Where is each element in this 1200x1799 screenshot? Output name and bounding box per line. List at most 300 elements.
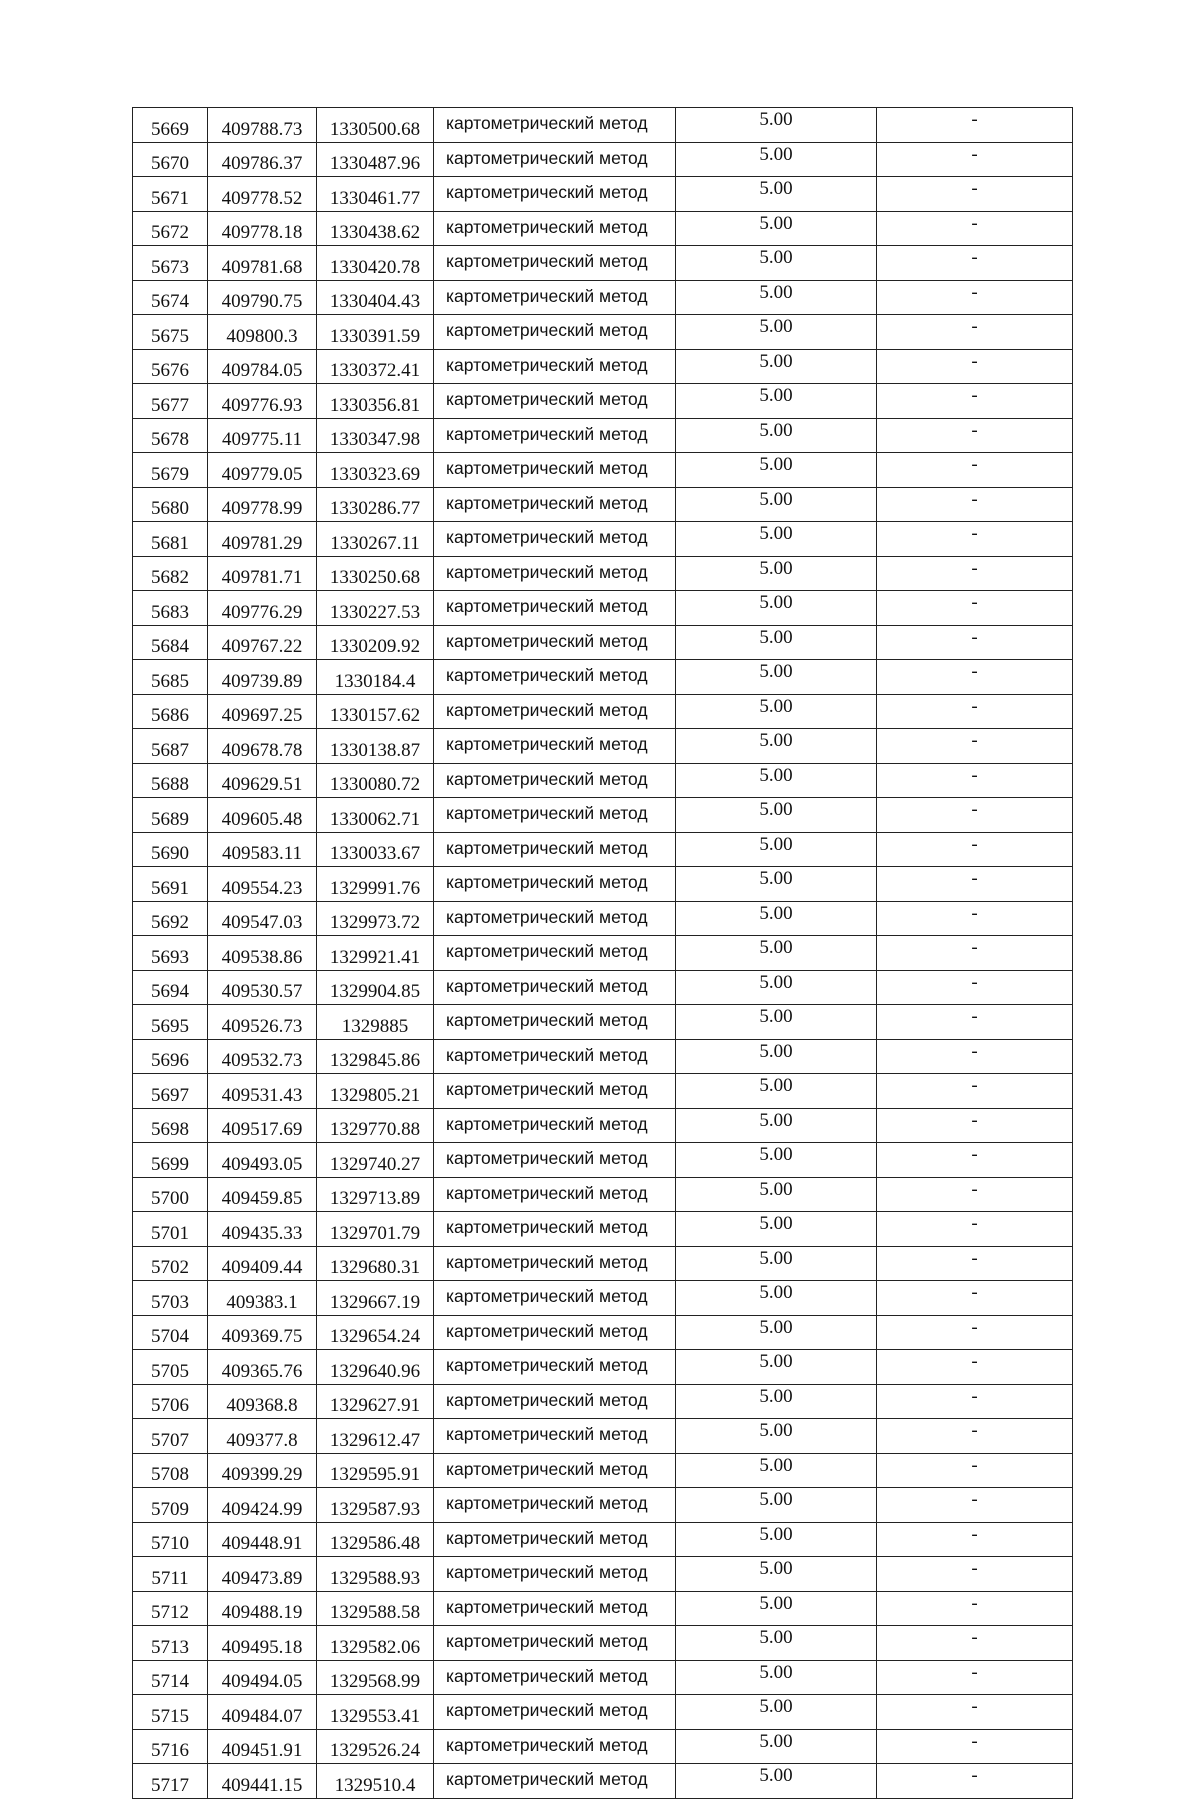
table-row	[133, 1660, 1073, 1695]
method-cell: картометрический метод	[434, 1453, 676, 1488]
point-number-cell: 5694	[133, 970, 208, 1005]
y-coordinate-cell: 1330391.59	[317, 315, 434, 350]
point-number-cell: 5706	[133, 1384, 208, 1419]
point-number-cell: 5685	[133, 660, 208, 695]
table-row	[133, 177, 1073, 212]
point-number-cell: 5712	[133, 1591, 208, 1626]
table-row	[133, 625, 1073, 660]
point-number-cell: 5710	[133, 1522, 208, 1557]
x-coordinate-cell: 409538.86	[208, 936, 317, 971]
x-coordinate-cell: 409547.03	[208, 901, 317, 936]
method-cell: картометрический метод	[434, 1488, 676, 1523]
accuracy-cell: 5.00	[676, 349, 877, 384]
y-coordinate-cell: 1330372.41	[317, 349, 434, 384]
accuracy-cell: 5.00	[676, 1557, 877, 1592]
point-number-cell: 5686	[133, 694, 208, 729]
table-row	[133, 867, 1073, 902]
x-coordinate-cell: 409495.18	[208, 1626, 317, 1661]
x-coordinate-cell: 409441.15	[208, 1764, 317, 1799]
note-cell: -	[877, 1695, 1073, 1730]
note-cell: -	[877, 694, 1073, 729]
table-row	[133, 1039, 1073, 1074]
point-number-cell: 5701	[133, 1212, 208, 1247]
accuracy-cell: 5.00	[676, 1764, 877, 1799]
accuracy-cell: 5.00	[676, 1108, 877, 1143]
accuracy-cell: 5.00	[676, 177, 877, 212]
note-cell: -	[877, 1557, 1073, 1592]
method-cell: картометрический метод	[434, 1005, 676, 1040]
note-cell: -	[877, 1315, 1073, 1350]
method-cell: картометрический метод	[434, 936, 676, 971]
y-coordinate-cell: 1329526.24	[317, 1729, 434, 1764]
note-cell: -	[877, 315, 1073, 350]
table-row	[133, 142, 1073, 177]
note-cell: -	[877, 1212, 1073, 1247]
method-cell: картометрический метод	[434, 108, 676, 143]
y-coordinate-cell: 1330033.67	[317, 832, 434, 867]
x-coordinate-cell: 409531.43	[208, 1074, 317, 1109]
table-row	[133, 384, 1073, 419]
y-coordinate-cell: 1329588.58	[317, 1591, 434, 1626]
accuracy-cell: 5.00	[676, 1419, 877, 1454]
table-row	[133, 1384, 1073, 1419]
x-coordinate-cell: 409775.11	[208, 418, 317, 453]
point-number-cell: 5714	[133, 1660, 208, 1695]
table-row	[133, 1212, 1073, 1247]
point-number-cell: 5695	[133, 1005, 208, 1040]
note-cell: -	[877, 1660, 1073, 1695]
method-cell: картометрический метод	[434, 315, 676, 350]
point-number-cell: 5672	[133, 211, 208, 246]
table-row	[133, 315, 1073, 350]
table-row	[133, 522, 1073, 557]
y-coordinate-cell: 1329587.93	[317, 1488, 434, 1523]
table-row	[133, 1108, 1073, 1143]
accuracy-cell: 5.00	[676, 384, 877, 419]
table-row	[133, 970, 1073, 1005]
x-coordinate-cell: 409678.78	[208, 729, 317, 764]
y-coordinate-cell: 1330461.77	[317, 177, 434, 212]
table-row	[133, 1074, 1073, 1109]
accuracy-cell: 5.00	[676, 1315, 877, 1350]
accuracy-cell: 5.00	[676, 1212, 877, 1247]
table-row	[133, 1246, 1073, 1281]
method-cell: картометрический метод	[434, 1212, 676, 1247]
x-coordinate-cell: 409409.44	[208, 1246, 317, 1281]
x-coordinate-cell: 409784.05	[208, 349, 317, 384]
table-row	[133, 832, 1073, 867]
note-cell: -	[877, 349, 1073, 384]
point-number-cell: 5711	[133, 1557, 208, 1592]
method-cell: картометрический метод	[434, 832, 676, 867]
method-cell: картометрический метод	[434, 1177, 676, 1212]
note-cell: -	[877, 1108, 1073, 1143]
method-cell: картометрический метод	[434, 487, 676, 522]
point-number-cell: 5702	[133, 1246, 208, 1281]
method-cell: картометрический метод	[434, 1039, 676, 1074]
accuracy-cell: 5.00	[676, 901, 877, 936]
x-coordinate-cell: 409776.29	[208, 591, 317, 626]
accuracy-cell: 5.00	[676, 660, 877, 695]
method-cell: картометрический метод	[434, 1591, 676, 1626]
accuracy-cell: 5.00	[676, 1005, 877, 1040]
note-cell: -	[877, 970, 1073, 1005]
point-number-cell: 5683	[133, 591, 208, 626]
table-row	[133, 1350, 1073, 1385]
note-cell: -	[877, 280, 1073, 315]
x-coordinate-cell: 409781.71	[208, 556, 317, 591]
accuracy-cell: 5.00	[676, 1660, 877, 1695]
method-cell: картометрический метод	[434, 142, 676, 177]
point-number-cell: 5671	[133, 177, 208, 212]
accuracy-cell: 5.00	[676, 1695, 877, 1730]
method-cell: картометрический метод	[434, 522, 676, 557]
point-number-cell: 5679	[133, 453, 208, 488]
accuracy-cell: 5.00	[676, 1039, 877, 1074]
x-coordinate-cell: 409554.23	[208, 867, 317, 902]
table-row	[133, 1591, 1073, 1626]
method-cell: картометрический метод	[434, 867, 676, 902]
method-cell: картометрический метод	[434, 384, 676, 419]
table-row	[133, 211, 1073, 246]
note-cell: -	[877, 384, 1073, 419]
method-cell: картометрический метод	[434, 556, 676, 591]
note-cell: -	[877, 211, 1073, 246]
y-coordinate-cell: 1330286.77	[317, 487, 434, 522]
accuracy-cell: 5.00	[676, 142, 877, 177]
table-row	[133, 1143, 1073, 1178]
accuracy-cell: 5.00	[676, 1626, 877, 1661]
method-cell: картометрический метод	[434, 418, 676, 453]
method-cell: картометрический метод	[434, 246, 676, 281]
x-coordinate-cell: 409424.99	[208, 1488, 317, 1523]
note-cell: -	[877, 1350, 1073, 1385]
x-coordinate-cell: 409383.1	[208, 1281, 317, 1316]
y-coordinate-cell: 1329991.76	[317, 867, 434, 902]
table-row	[133, 280, 1073, 315]
note-cell: -	[877, 177, 1073, 212]
note-cell: -	[877, 660, 1073, 695]
table-row	[133, 1695, 1073, 1730]
note-cell: -	[877, 936, 1073, 971]
note-cell: -	[877, 591, 1073, 626]
accuracy-cell: 5.00	[676, 798, 877, 833]
point-number-cell: 5699	[133, 1143, 208, 1178]
accuracy-cell: 5.00	[676, 1350, 877, 1385]
point-number-cell: 5689	[133, 798, 208, 833]
accuracy-cell: 5.00	[676, 453, 877, 488]
table-row	[133, 798, 1073, 833]
point-number-cell: 5708	[133, 1453, 208, 1488]
accuracy-cell: 5.00	[676, 1246, 877, 1281]
method-cell: картометрический метод	[434, 1660, 676, 1695]
accuracy-cell: 5.00	[676, 832, 877, 867]
accuracy-cell: 5.00	[676, 487, 877, 522]
accuracy-cell: 5.00	[676, 418, 877, 453]
accuracy-cell: 5.00	[676, 763, 877, 798]
x-coordinate-cell: 409532.73	[208, 1039, 317, 1074]
x-coordinate-cell: 409778.18	[208, 211, 317, 246]
method-cell: картометрический метод	[434, 1419, 676, 1454]
accuracy-cell: 5.00	[676, 280, 877, 315]
x-coordinate-cell: 409605.48	[208, 798, 317, 833]
point-number-cell: 5681	[133, 522, 208, 557]
note-cell: -	[877, 522, 1073, 557]
x-coordinate-cell: 409779.05	[208, 453, 317, 488]
y-coordinate-cell: 1329667.19	[317, 1281, 434, 1316]
point-number-cell: 5674	[133, 280, 208, 315]
method-cell: картометрический метод	[434, 729, 676, 764]
y-coordinate-cell: 1330138.87	[317, 729, 434, 764]
table-row	[133, 1005, 1073, 1040]
method-cell: картометрический метод	[434, 798, 676, 833]
method-cell: картометрический метод	[434, 1522, 676, 1557]
y-coordinate-cell: 1330347.98	[317, 418, 434, 453]
point-number-cell: 5709	[133, 1488, 208, 1523]
note-cell: -	[877, 729, 1073, 764]
method-cell: картометрический метод	[434, 1350, 676, 1385]
point-number-cell: 5715	[133, 1695, 208, 1730]
table-row	[133, 694, 1073, 729]
point-number-cell: 5717	[133, 1764, 208, 1799]
note-cell: -	[877, 832, 1073, 867]
method-cell: картометрический метод	[434, 1143, 676, 1178]
note-cell: -	[877, 1626, 1073, 1661]
table-row	[133, 1729, 1073, 1764]
point-number-cell: 5678	[133, 418, 208, 453]
accuracy-cell: 5.00	[676, 970, 877, 1005]
accuracy-cell: 5.00	[676, 1177, 877, 1212]
table-row	[133, 487, 1073, 522]
x-coordinate-cell: 409459.85	[208, 1177, 317, 1212]
point-number-cell: 5703	[133, 1281, 208, 1316]
table-row	[133, 660, 1073, 695]
y-coordinate-cell: 1329701.79	[317, 1212, 434, 1247]
point-number-cell: 5670	[133, 142, 208, 177]
y-coordinate-cell: 1329568.99	[317, 1660, 434, 1695]
table-row	[133, 1177, 1073, 1212]
x-coordinate-cell: 409778.52	[208, 177, 317, 212]
method-cell: картометрический метод	[434, 763, 676, 798]
y-coordinate-cell: 1330487.96	[317, 142, 434, 177]
note-cell: -	[877, 1729, 1073, 1764]
point-number-cell: 5713	[133, 1626, 208, 1661]
x-coordinate-cell: 409767.22	[208, 625, 317, 660]
accuracy-cell: 5.00	[676, 694, 877, 729]
y-coordinate-cell: 1330080.72	[317, 763, 434, 798]
y-coordinate-cell: 1329845.86	[317, 1039, 434, 1074]
x-coordinate-cell: 409629.51	[208, 763, 317, 798]
method-cell: картометрический метод	[434, 349, 676, 384]
note-cell: -	[877, 798, 1073, 833]
note-cell: -	[877, 1764, 1073, 1799]
accuracy-cell: 5.00	[676, 936, 877, 971]
table-row	[133, 108, 1073, 143]
x-coordinate-cell: 409786.37	[208, 142, 317, 177]
note-cell: -	[877, 1419, 1073, 1454]
accuracy-cell: 5.00	[676, 1522, 877, 1557]
method-cell: картометрический метод	[434, 177, 676, 212]
method-cell: картометрический метод	[434, 211, 676, 246]
y-coordinate-cell: 1330438.62	[317, 211, 434, 246]
accuracy-cell: 5.00	[676, 246, 877, 281]
method-cell: картометрический метод	[434, 1281, 676, 1316]
point-number-cell: 5675	[133, 315, 208, 350]
accuracy-cell: 5.00	[676, 1143, 877, 1178]
note-cell: -	[877, 625, 1073, 660]
x-coordinate-cell: 409494.05	[208, 1660, 317, 1695]
point-number-cell: 5700	[133, 1177, 208, 1212]
method-cell: картометрический метод	[434, 280, 676, 315]
table-row	[133, 763, 1073, 798]
point-number-cell: 5682	[133, 556, 208, 591]
x-coordinate-cell: 409369.75	[208, 1315, 317, 1350]
note-cell: -	[877, 246, 1073, 281]
table-row	[133, 1419, 1073, 1454]
method-cell: картометрический метод	[434, 1246, 676, 1281]
table-row	[133, 901, 1073, 936]
point-number-cell: 5690	[133, 832, 208, 867]
x-coordinate-cell: 409484.07	[208, 1695, 317, 1730]
note-cell: -	[877, 1591, 1073, 1626]
method-cell: картометрический метод	[434, 591, 676, 626]
x-coordinate-cell: 409781.29	[208, 522, 317, 557]
accuracy-cell: 5.00	[676, 522, 877, 557]
accuracy-cell: 5.00	[676, 1591, 877, 1626]
y-coordinate-cell: 1330157.62	[317, 694, 434, 729]
y-coordinate-cell: 1329904.85	[317, 970, 434, 1005]
point-number-cell: 5673	[133, 246, 208, 281]
point-number-cell: 5704	[133, 1315, 208, 1350]
table-row	[133, 556, 1073, 591]
x-coordinate-cell: 409583.11	[208, 832, 317, 867]
table-row	[133, 349, 1073, 384]
y-coordinate-cell: 1329582.06	[317, 1626, 434, 1661]
accuracy-cell: 5.00	[676, 591, 877, 626]
point-number-cell: 5669	[133, 108, 208, 143]
x-coordinate-cell: 409781.68	[208, 246, 317, 281]
point-number-cell: 5692	[133, 901, 208, 936]
accuracy-cell: 5.00	[676, 625, 877, 660]
y-coordinate-cell: 1329770.88	[317, 1108, 434, 1143]
method-cell: картометрический метод	[434, 1557, 676, 1592]
y-coordinate-cell: 1329805.21	[317, 1074, 434, 1109]
point-number-cell: 5693	[133, 936, 208, 971]
y-coordinate-cell: 1329680.31	[317, 1246, 434, 1281]
x-coordinate-cell: 409530.57	[208, 970, 317, 1005]
y-coordinate-cell: 1330062.71	[317, 798, 434, 833]
note-cell: -	[877, 418, 1073, 453]
x-coordinate-cell: 409448.91	[208, 1522, 317, 1557]
y-coordinate-cell: 1329553.41	[317, 1695, 434, 1730]
y-coordinate-cell: 1330267.11	[317, 522, 434, 557]
method-cell: картометрический метод	[434, 970, 676, 1005]
method-cell: картометрический метод	[434, 1315, 676, 1350]
x-coordinate-cell: 409493.05	[208, 1143, 317, 1178]
x-coordinate-cell: 409488.19	[208, 1591, 317, 1626]
x-coordinate-cell: 409365.76	[208, 1350, 317, 1385]
y-coordinate-cell: 1329612.47	[317, 1419, 434, 1454]
y-coordinate-cell: 1330500.68	[317, 108, 434, 143]
point-number-cell: 5696	[133, 1039, 208, 1074]
table-row	[133, 246, 1073, 281]
note-cell: -	[877, 487, 1073, 522]
x-coordinate-cell: 409377.8	[208, 1419, 317, 1454]
point-number-cell: 5698	[133, 1108, 208, 1143]
note-cell: -	[877, 1039, 1073, 1074]
x-coordinate-cell: 409776.93	[208, 384, 317, 419]
x-coordinate-cell: 409399.29	[208, 1453, 317, 1488]
y-coordinate-cell: 1329885	[317, 1005, 434, 1040]
note-cell: -	[877, 1453, 1073, 1488]
x-coordinate-cell: 409800.3	[208, 315, 317, 350]
accuracy-cell: 5.00	[676, 867, 877, 902]
y-coordinate-cell: 1330209.92	[317, 625, 434, 660]
note-cell: -	[877, 453, 1073, 488]
y-coordinate-cell: 1330356.81	[317, 384, 434, 419]
note-cell: -	[877, 1522, 1073, 1557]
point-number-cell: 5691	[133, 867, 208, 902]
method-cell: картометрический метод	[434, 1729, 676, 1764]
y-coordinate-cell: 1330323.69	[317, 453, 434, 488]
note-cell: -	[877, 1143, 1073, 1178]
y-coordinate-cell: 1329973.72	[317, 901, 434, 936]
table-row	[133, 1557, 1073, 1592]
note-cell: -	[877, 108, 1073, 143]
point-number-cell: 5688	[133, 763, 208, 798]
y-coordinate-cell: 1329921.41	[317, 936, 434, 971]
method-cell: картометрический метод	[434, 901, 676, 936]
table-row	[133, 591, 1073, 626]
accuracy-cell: 5.00	[676, 1453, 877, 1488]
point-number-cell: 5716	[133, 1729, 208, 1764]
accuracy-cell: 5.00	[676, 1281, 877, 1316]
note-cell: -	[877, 1177, 1073, 1212]
x-coordinate-cell: 409778.99	[208, 487, 317, 522]
y-coordinate-cell: 1330184.4	[317, 660, 434, 695]
method-cell: картометрический метод	[434, 1108, 676, 1143]
table-row	[133, 1764, 1073, 1799]
method-cell: картометрический метод	[434, 1626, 676, 1661]
method-cell: картометрический метод	[434, 625, 676, 660]
y-coordinate-cell: 1329588.93	[317, 1557, 434, 1592]
point-number-cell: 5697	[133, 1074, 208, 1109]
table-row	[133, 453, 1073, 488]
y-coordinate-cell: 1329586.48	[317, 1522, 434, 1557]
x-coordinate-cell: 409788.73	[208, 108, 317, 143]
point-number-cell: 5705	[133, 1350, 208, 1385]
table-row	[133, 729, 1073, 764]
table-row	[133, 1453, 1073, 1488]
y-coordinate-cell: 1330227.53	[317, 591, 434, 626]
x-coordinate-cell: 409368.8	[208, 1384, 317, 1419]
method-cell: картометрический метод	[434, 1695, 676, 1730]
coordinates-table	[132, 107, 1073, 1799]
method-cell: картометрический метод	[434, 1074, 676, 1109]
x-coordinate-cell: 409790.75	[208, 280, 317, 315]
y-coordinate-cell: 1329627.91	[317, 1384, 434, 1419]
method-cell: картометрический метод	[434, 694, 676, 729]
x-coordinate-cell: 409517.69	[208, 1108, 317, 1143]
point-number-cell: 5684	[133, 625, 208, 660]
y-coordinate-cell: 1329640.96	[317, 1350, 434, 1385]
accuracy-cell: 5.00	[676, 556, 877, 591]
point-number-cell: 5677	[133, 384, 208, 419]
note-cell: -	[877, 1384, 1073, 1419]
x-coordinate-cell: 409697.25	[208, 694, 317, 729]
y-coordinate-cell: 1329654.24	[317, 1315, 434, 1350]
table-row	[133, 936, 1073, 971]
